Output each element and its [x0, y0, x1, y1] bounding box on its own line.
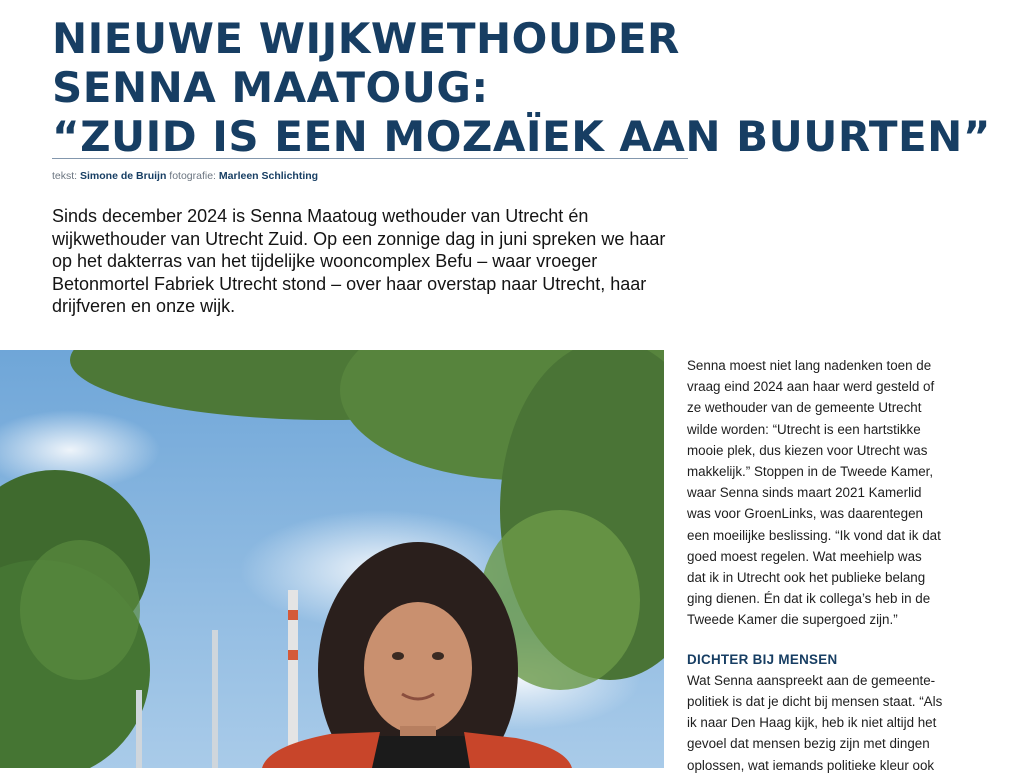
body-paragraph-2 [687, 670, 987, 776]
body-line: ging dienen. Én dat ik collega’s heb in de [687, 591, 931, 607]
credit-text-label: tekst: [52, 170, 78, 182]
body-line: ik naar Den Haag kijk, heb ik niet altijd het [687, 715, 937, 731]
body-line: een moeilijke beslissing. “Ik vond dat ik dat [687, 527, 941, 543]
body-line: Senna moest niet lang nadenken toen de [687, 358, 932, 373]
headline-line-3: “ZUID IS EEN MOZAÏEK AAN BUURTEN” [52, 112, 991, 161]
body-line: dat ik in Utrecht ook het publieke belang [687, 570, 926, 586]
credit-photographer: Marleen Schlichting [218, 170, 319, 182]
headline-line-2: SENNA MAATOUG: [52, 63, 489, 112]
body-line: waar Senna sinds maart 2021 Kamerlid [687, 485, 922, 501]
body-paragraph-1 [687, 355, 987, 631]
body-line: politiek is dat je dicht bij mensen staat. “Als [687, 694, 943, 710]
body-line: Tweede Kamer die supergoed zijn.” [687, 612, 898, 628]
headline-divider [52, 158, 688, 159]
body-line: gevoel dat mensen bezig zijn met dingen [687, 736, 930, 752]
article-credits [52, 170, 318, 182]
body-line: Wat Senna aanspreekt aan de gemeente- [687, 672, 936, 688]
section-subheading: DICHTER BIJ MENSEN [687, 651, 838, 667]
article-body-column [687, 355, 987, 776]
body-line: oplossen, wat iemands politieke kleur ook [687, 757, 935, 773]
credit-author: Simone de Bruijn [80, 170, 167, 182]
body-line: was voor GroenLinks, was daarentegen [687, 506, 923, 522]
body-line: makkelijk.” Stoppen in de Tweede Kamer, [687, 464, 934, 480]
body-line: vraag eind 2024 aan haar werd gesteld of [687, 379, 935, 395]
article-photo [0, 350, 664, 768]
body-line: wilde worden: “Utrecht is een hartstikke [687, 421, 921, 437]
headline-line-1: NIEUWE WIJKWETHOUDER [52, 14, 680, 63]
body-line: mooie plek, dus kiezen voor Utrecht was [687, 442, 928, 458]
body-line: ze wethouder van de gemeente Utrecht [687, 400, 922, 416]
article-intro: Sinds december 2024 is Senna Maatoug wethouder van Utrecht én wijkwethouder van Utrecht Zuid. Op een zonnige dag in juni spreken we haar op het dakterras van het tijdelijke wooncomplex Befu – waar vroeger Betonmortel Fabriek Utrecht stond – over haar overstap naar Utrecht, haar drijfveren en onze wijk. [52, 206, 666, 316]
body-line: goed moest regelen. Wat meehielp was [687, 548, 922, 564]
article-headline [52, 14, 1012, 161]
credit-photo-label: fotografie: [169, 170, 216, 182]
portrait-photo-illustration [0, 350, 664, 768]
